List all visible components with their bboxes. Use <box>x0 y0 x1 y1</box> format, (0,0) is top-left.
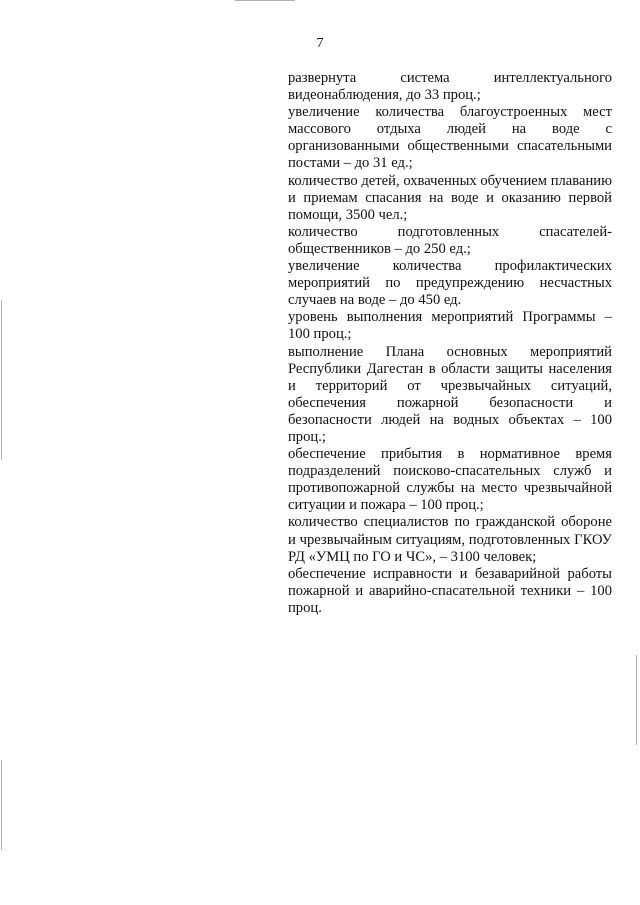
paragraph-children-swimming: количество детей, охваченных обучением плаванию и приемам спасания на воде и оказанию первой помощи, 3500 чел.; <box>288 172 612 223</box>
scan-edge-mark-top <box>235 0 295 1</box>
paragraph-prevention-measures: увеличение количества профилактических мероприятий по предупреждению несчастных случаев на воде – до 450 ед. <box>288 258 612 309</box>
paragraph-video-surveillance: развернута система интеллектуального видеонаблюдения, до 33 проц.; <box>288 70 612 104</box>
page-number: 7 <box>316 36 324 51</box>
document-body <box>288 70 612 617</box>
scan-edge-mark-left <box>1 300 2 460</box>
paragraph-plan-execution: выполнение Плана основных мероприятий Республики Дагестан в области защиты населения и территорий от чрезвычайных ситуаций, обеспечения пожарной безопасности и безопасности людей на водных объектах – 100 проц.; <box>288 343 612 445</box>
paragraph-trained-specialists: количество специалистов по гражданской обороне и чрезвычайным ситуациям, подготовленных ГКОУ РД «УМЦ по ГО и ЧС», – 3100 человек; <box>288 514 612 565</box>
paragraph-program-execution: уровень выполнения мероприятий Программы – 100 проц.; <box>288 309 612 343</box>
scan-edge-mark-left-lower <box>1 760 2 850</box>
scan-edge-mark-right <box>636 655 637 745</box>
paragraph-equipment-readiness: обеспечение исправности и безаварийной работы пожарной и аварийно-спасательной техники – 100 проц. <box>288 565 612 616</box>
paragraph-recreation-places: увеличение количества благоустроенных мест массового отдыха людей на воде с организованными общественными спасательными постами – до 31 ед.; <box>288 104 612 172</box>
paragraph-arrival-time: обеспечение прибытия в нормативное время подразделений поисково-спасательных служб и противопожарной службы на место чрезвычайной ситуации и пожара – 100 проц.; <box>288 446 612 514</box>
paragraph-volunteer-rescuers: количество подготовленных спасателей-общественников – до 250 ед.; <box>288 223 612 257</box>
